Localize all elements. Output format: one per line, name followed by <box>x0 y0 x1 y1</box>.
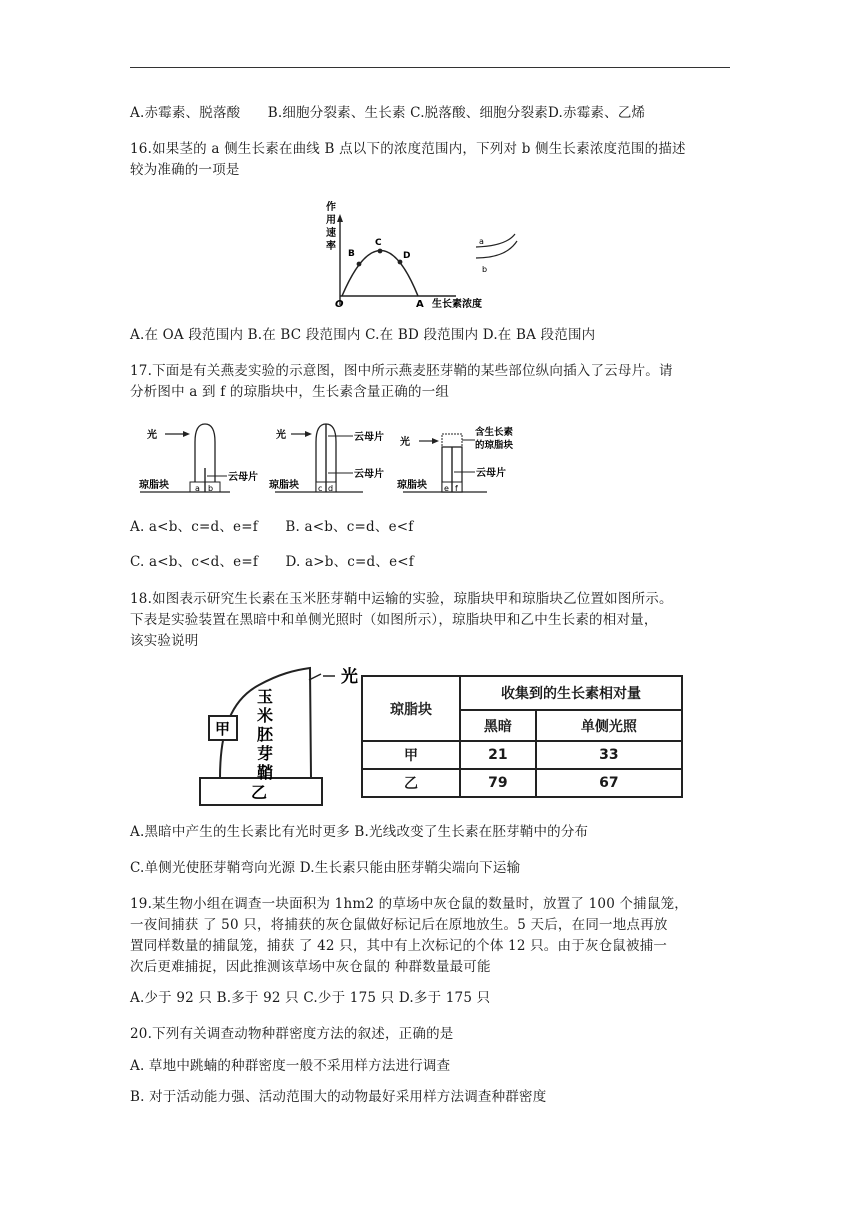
q16-ylabel-4: 率 <box>326 241 336 252</box>
q16-point-c <box>378 249 383 254</box>
q17-label-c: c <box>318 484 323 493</box>
q17-stem-line1: 17.下面是有关燕麦实验的示意图，图中所示燕麦胚芽鞘的某些部位纵向插入了云母片。请 <box>130 363 673 379</box>
q18-stem-line1: 18.如图表示研究生长素在玉米胚芽鞘中运输的实验，琼脂块甲和琼脂块乙位置如图所示。 <box>130 591 673 607</box>
q18-row-yi-block: 乙 <box>362 769 460 797</box>
q18-row-jia-dark: 21 <box>460 741 536 769</box>
q20-option-b: B. 对于活动能力强、活动范围大的动物最好采用样方法调查种群密度 <box>130 1089 547 1105</box>
q16-ylabel-1: 作 <box>326 202 336 213</box>
q19-stem-line4: 次后更难捕捉，因此推测该草场中灰仓鼠的 种群数量最可能 <box>130 959 491 975</box>
q16-label-c: C <box>375 238 382 248</box>
q18-jia-label: 甲 <box>215 720 231 738</box>
q17-auxin-agar-block <box>442 434 462 447</box>
q18-coleoptile-char-5: 鞘 <box>257 763 274 782</box>
header-rule <box>130 67 730 68</box>
q18-options-cd: C.单侧光使胚芽鞘弯向光源 D.生长素只能由胚芽鞘尖端向下运输 <box>130 860 521 876</box>
q17-mica-label-2a: 云母片 <box>354 432 384 443</box>
q16-xlabel: 生长素浓度 <box>432 299 482 310</box>
q16-ylabel-3: 速 <box>326 228 336 239</box>
q16-stem-line2: 较为准确的一项是 <box>130 162 240 178</box>
q17-options-ab: A. a<b、c=d、e=f B. a<b、c=d、e<f <box>130 519 414 535</box>
q16-options: A.在 OA 段范围内 B.在 BC 段范围内 C.在 BD 段范围内 D.在 BA 段范围内 <box>130 327 596 343</box>
q17-label-d: d <box>328 484 334 493</box>
q19-stem-line3: 置同样数量的捕鼠笼，捕获 了 42 只，其中有上次标记的个体 12 只。由于灰仓鼠被捕一 <box>130 938 668 954</box>
q18-coleoptile-figure <box>195 660 358 810</box>
q18-coleoptile-char-3: 胚 <box>257 725 274 744</box>
q18-col-header-light: 单侧光照 <box>536 710 682 741</box>
q18-row-jia-light: 33 <box>536 741 682 769</box>
q18-auxin-table <box>361 675 683 798</box>
q16-curve-figure <box>318 190 518 316</box>
table-row <box>362 741 682 769</box>
q19-stem-line1: 19.某生物小组在调查一块面积为 1hm2 的草场中灰仓鼠的数量时，放置了 100 个捕鼠笼， <box>130 896 688 912</box>
q20-option-a: A. 草地中跳蝻的种群密度一般不采用样方法进行调查 <box>130 1058 451 1074</box>
q17-auxin-label-1: 含生长素 <box>475 427 514 438</box>
table-row <box>362 769 682 797</box>
q17-arrowhead-3 <box>432 438 439 444</box>
q20-stem: 20.下列有关调查动物种群密度方法的叙述，正确的是 <box>130 1026 454 1042</box>
q16-origin: O <box>335 299 344 310</box>
q18-col-header-block: 琼脂块 <box>362 676 460 741</box>
q16-label-b: B <box>348 249 355 259</box>
q18-stem-line3: 该实验说明 <box>130 633 199 649</box>
q17-auxin-label-2: 的琼脂块 <box>475 440 514 451</box>
q17-mica-label-2b: 云母片 <box>354 469 384 480</box>
q19-options: A.少于 92 只 B.多于 92 只 C.少于 175 只 D.多于 175 只 <box>130 990 491 1006</box>
q17-label-a: a <box>195 484 200 493</box>
q18-coleoptile-char-2: 米 <box>257 706 274 725</box>
q17-light-1: 光 <box>147 430 157 441</box>
q17-agar-label-3: 琼脂块 <box>397 480 427 491</box>
q18-row-yi-dark: 79 <box>460 769 536 797</box>
q16-stem-line1: 16.如果茎的 a 侧生长素在曲线 B 点以下的浓度范围内，下列对 b 侧生长素浓度范围的描述 <box>130 141 686 157</box>
q18-coleoptile-char-4: 芽 <box>257 744 274 763</box>
q17-arrowhead-1 <box>183 431 190 437</box>
q17-label-e: e <box>444 484 449 493</box>
q18-col-header-dark: 黑暗 <box>460 710 536 741</box>
q15-options: A.赤霉素、脱落酸 B.细胞分裂素、生长素 C.脱落酸、细胞分裂素D.赤霉素、乙烯 <box>130 105 646 121</box>
q18-yi-label: 乙 <box>251 783 268 802</box>
q16-side-a-label: a <box>479 237 484 246</box>
q17-options-cd: C. a<b、c<d、e=f D. a>b、c=d、e<f <box>130 554 414 570</box>
q16-y-arrow <box>337 214 343 222</box>
q18-stem-line2: 下表是实验装置在黑暗中和单侧光照时（如图所示），琼脂块甲和乙中生长素的相对量， <box>130 612 658 628</box>
q17-mica-label-3: 云母片 <box>476 468 506 479</box>
q17-mica-label-1: 云母片 <box>228 472 258 483</box>
q16-label-a: A <box>416 299 424 310</box>
q17-arrowhead-2 <box>305 431 312 437</box>
q16-side-b-label: b <box>482 265 488 274</box>
q17-light-3: 光 <box>400 437 410 448</box>
q16-point-b <box>357 262 362 267</box>
q18-row-yi-light: 67 <box>536 769 682 797</box>
q18-options-ab: A.黑暗中产生的生长素比有光时更多 B.光线改变了生长素在胚芽鞘中的分布 <box>130 824 589 840</box>
q17-agar-label-1: 琼脂块 <box>139 480 169 491</box>
q18-col-header-group: 收集到的生长素相对量 <box>460 676 682 710</box>
q16-ylabel-2: 用 <box>326 215 336 226</box>
q18-coleoptile-char-1: 玉 <box>257 687 274 706</box>
q16-point-d <box>398 260 403 265</box>
q18-light-label: 光 <box>341 667 358 687</box>
q17-light-2: 光 <box>276 430 286 441</box>
q17-label-f: f <box>455 484 458 493</box>
q16-label-d: D <box>403 251 411 261</box>
q17-stem-line2: 分析图中 a 到 f 的琼脂块中，生长素含量正确的一组 <box>130 384 450 400</box>
q17-label-b: b <box>208 484 214 493</box>
q18-row-jia-block: 甲 <box>362 741 460 769</box>
q17-oat-figure <box>135 420 535 500</box>
q17-agar-label-2: 琼脂块 <box>269 480 299 491</box>
q19-stem-line2: 一夜间捕获 了 50 只，将捕获的灰仓鼠做好标记后在原地放生。5 天后，在同一地点再放 <box>130 917 668 933</box>
